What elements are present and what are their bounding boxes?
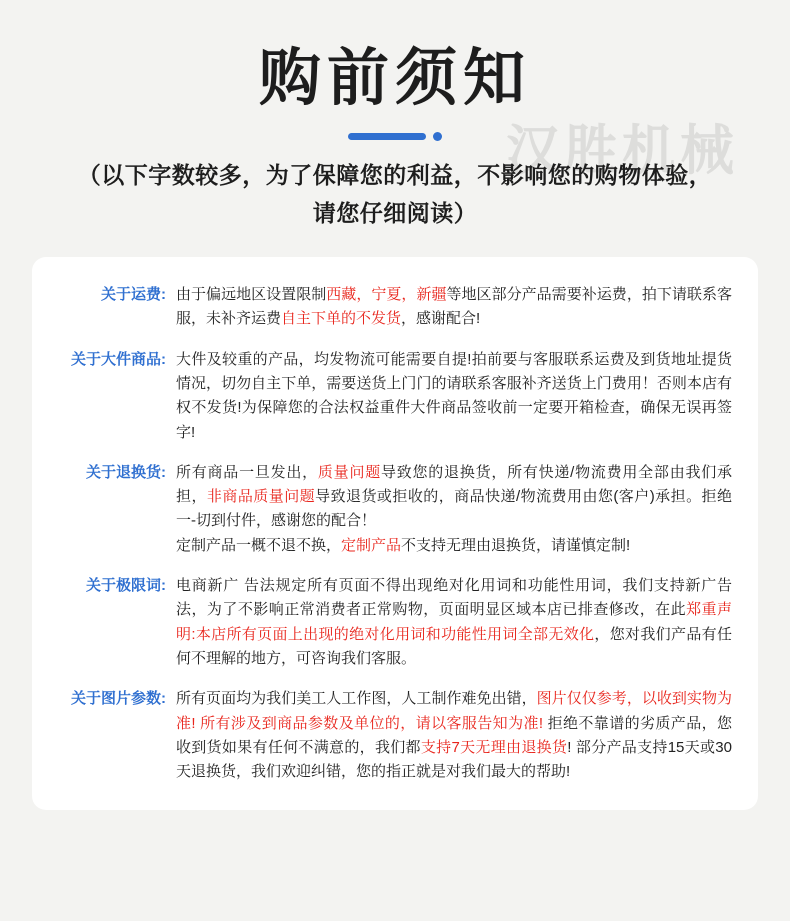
notice-row-superlatives — [54, 574, 732, 671]
notice-card — [32, 257, 758, 810]
highlighted-text: 支持7天无理由退换货 — [420, 738, 568, 756]
body-text: 所有商品一旦发出， — [176, 463, 318, 481]
notice-body-shipping — [176, 283, 732, 332]
highlighted-text: 自主下单的不发货 — [281, 310, 402, 328]
notice-row-returns — [54, 461, 732, 558]
title-divider — [0, 132, 790, 141]
body-text: 由于偏远地区设置限制 — [176, 286, 327, 304]
highlighted-text: 质量问题 — [317, 463, 381, 481]
highlighted-text: 西藏，宁夏，新疆 — [326, 286, 447, 304]
body-text: 所有页面均为我们美工人工作图，人工制作难免出错， — [176, 690, 537, 708]
subtitle-line-1: （以下字数较多，为了保障您的利益，不影响您的购物体验， — [77, 162, 713, 189]
highlighted-text: 图片仅仅参考，以收到实物为准! 所有涉及到商品参数及单位的，请以客服告知为准! — [176, 690, 732, 732]
notice-label-superlatives: 关于极限词: — [86, 577, 166, 595]
page-title: 购前须知 — [258, 41, 531, 114]
page-header — [0, 0, 790, 233]
notice-body-images — [176, 687, 732, 784]
notice-label-shipping: 关于运费: — [101, 286, 166, 304]
body-text: 等地区部分产品需要补运费，拍下请联系客服，未补齐运费 — [176, 286, 732, 328]
divider-bar — [348, 133, 426, 140]
body-text: 大件及较重的产品，均发物流可能需要自提!拍前要与客服联系运费及到货地址提货情况，切勿自主下单，需要送货上门门的请联系客服补齐送货上门费用！否则本店有权不发货!为保障您的合法权益重件大件商品签收前一定要开箱检查，确保无误再签字! — [176, 350, 732, 441]
notice-row-bulky — [54, 348, 732, 445]
highlighted-text: 非商品质量问题 — [206, 488, 316, 506]
page-subtitle — [45, 157, 745, 233]
divider-dot — [433, 132, 442, 141]
highlighted-text: 郑重声明:本店所有页面上出现的绝对化用词和功能性用词全部无效化 — [176, 601, 732, 643]
body-text: 定制产品一概不退不换， — [176, 536, 342, 554]
notice-label-returns: 关于退换货: — [86, 463, 166, 481]
notice-body-superlatives — [176, 574, 732, 671]
notice-body-bulky — [176, 348, 732, 445]
body-text: 电商新广 告法规定所有页面不得出现绝对化用词和功能性用词，我们支持新广告法，为了不影响正常消费者正常购物，页面明显区域本店已排查修改，在此 — [176, 577, 732, 619]
notice-row-images — [54, 687, 732, 784]
subtitle-line-2: 请您仔细阅读） — [312, 200, 478, 227]
body-text: 不支持无理由退换货，请谨慎定制! — [401, 536, 631, 554]
highlighted-text: 定制产品 — [341, 536, 402, 554]
body-text: ! 部分产品支持15天或30天退换货，我们欢迎纠错，您的指正就是对我们最大的帮助! — [176, 738, 732, 781]
notice-label-bulky: 关于大件商品: — [71, 350, 166, 368]
body-text: 拒绝不靠谱的劣质产品，您收到货如果有任何不满意的，我们都 — [176, 714, 732, 756]
watermark-text: 汉胜机械 — [506, 121, 738, 181]
notice-label-images: 关于图片参数: — [71, 690, 166, 708]
body-text: 导致退货或拒收的，商品快递/物流费用由您(客户)承担。拒绝一-切到付件，感谢您的配合！ — [176, 488, 732, 530]
notice-row-shipping — [54, 283, 732, 332]
notice-body-returns — [176, 461, 732, 558]
body-text: ，感谢配合! — [401, 310, 481, 328]
body-text: ，您对我们产品有任何不理解的地方，可咨询我们客服。 — [176, 625, 732, 667]
body-text: 导致您的退换货，所有快递/物流费用全部由我们承担， — [176, 463, 732, 506]
